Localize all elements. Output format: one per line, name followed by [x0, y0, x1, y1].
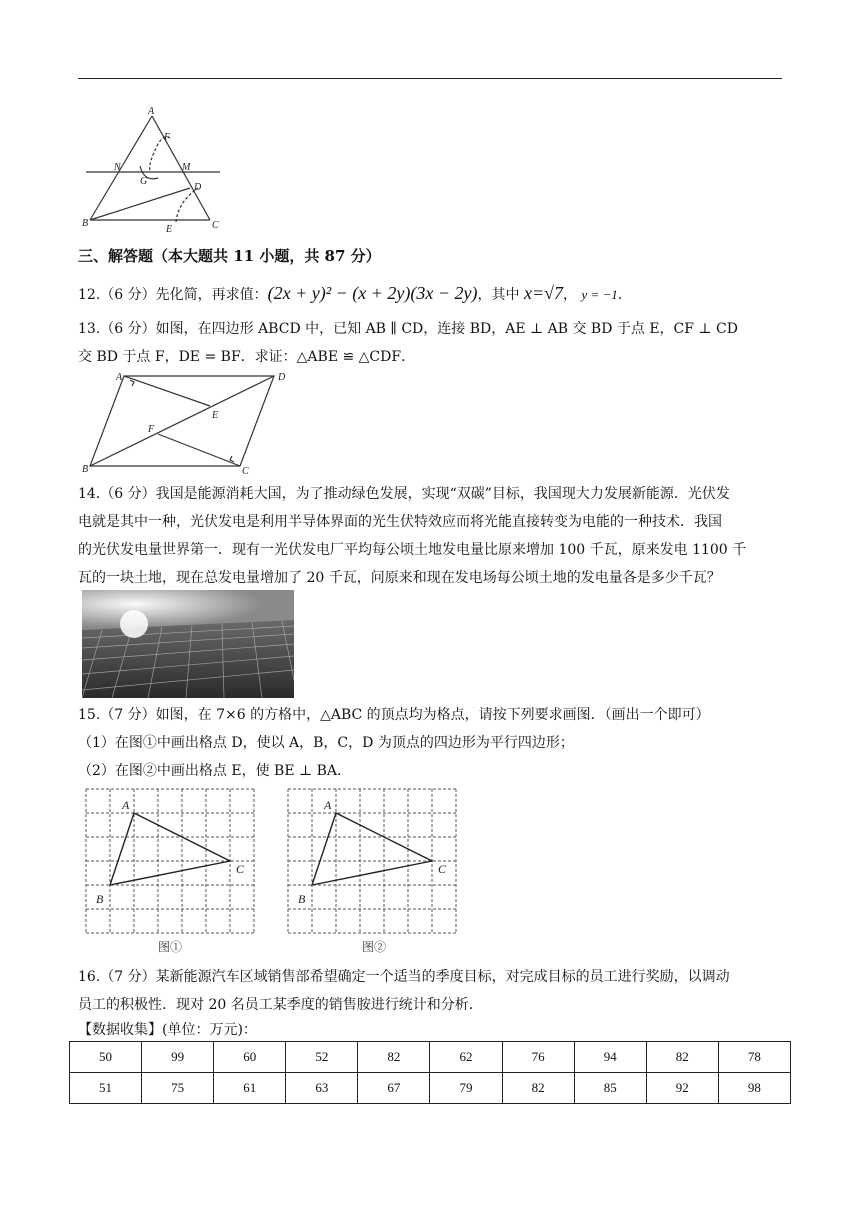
q12-where: ，其中	[477, 287, 520, 303]
question-12: 12.（6 分）先化简，再求值：(2x + y)² − (x + 2y)(3x − 2y)，其中 x=√7， y = −1.	[78, 283, 623, 303]
fig-quad-label: C	[242, 466, 249, 474]
grid2-label-c: C	[438, 862, 447, 876]
grid1-label-c: C	[236, 862, 245, 876]
table-cell: 99	[142, 1042, 214, 1073]
grid2-label-a: A	[324, 798, 332, 812]
table-cell: 76	[502, 1042, 574, 1073]
table-cell: 63	[286, 1073, 358, 1104]
grid-figure-1	[84, 787, 262, 937]
q16-line: 员工的积极性．现对 20 名员工某季度的销售胺进行统计和分析．	[78, 997, 483, 1013]
fig-top-label: C	[212, 220, 219, 231]
table-cell: 92	[646, 1073, 718, 1104]
triangle-construction-figure	[78, 104, 228, 234]
sales-data-table	[69, 1041, 791, 1104]
fig-top-label: N	[114, 162, 121, 173]
fig-quad-label: B	[82, 464, 89, 474]
grid1-label-b: B	[96, 892, 104, 906]
fig-top-label: F	[164, 132, 171, 143]
q12-expression: (2x + y)² − (x + 2y)(3x − 2y)	[267, 283, 478, 303]
table-cell: 62	[430, 1042, 502, 1073]
grid2-label-b: B	[298, 892, 306, 906]
table-row	[70, 1042, 791, 1073]
q15-line: 15.（7 分）如图，在 7×6 的方格中，△ABC 的顶点均为格点，请按下列要求画图．（画出一个即可）	[78, 707, 710, 723]
table-cell: 98	[718, 1073, 790, 1104]
header-rule	[78, 78, 782, 79]
table-cell: 82	[646, 1042, 718, 1073]
table-cell: 79	[430, 1073, 502, 1104]
fig-top-label: M	[182, 162, 191, 173]
q15-line: （2）在图②中画出格点 E，使 BE ⊥ BA．	[78, 763, 351, 779]
section-title: 三、解答题（本大题共 11 小题，共 87 分）	[78, 247, 381, 265]
fig-top-label: E	[166, 224, 173, 234]
table-cell: 51	[70, 1073, 142, 1104]
table-cell: 82	[502, 1073, 574, 1104]
fig-quad-label: E	[212, 410, 219, 421]
table-cell: 82	[358, 1042, 430, 1073]
parallelogram-figure	[78, 370, 288, 474]
q12-prefix: 12.（6 分）先化简，再求值：	[78, 287, 268, 303]
q12-y-value: y = −1	[581, 287, 618, 302]
fig-top-label: A	[148, 106, 155, 117]
table-cell: 94	[574, 1042, 646, 1073]
fig-quad-label: D	[278, 372, 286, 383]
fig-quad-label: F	[148, 424, 155, 435]
fig-top-label: B	[82, 218, 89, 229]
fig2-caption: 图②	[362, 940, 387, 954]
table-cell: 67	[358, 1073, 430, 1104]
table-cell: 78	[718, 1042, 790, 1073]
q12-end: .	[617, 287, 623, 303]
fig-top-label: D	[194, 182, 202, 193]
grid-figure-2	[286, 787, 464, 937]
table-cell: 60	[214, 1042, 286, 1073]
fig1-caption: 图①	[158, 940, 183, 954]
q12-x-value: x=√7	[523, 283, 563, 303]
q14-line: 瓦的一块土地，现在总发电量增加了 20 千瓦，问原来和现在发电场每公顷土地的发电量各是多少千瓦？	[78, 570, 721, 586]
q14-line: 电就是其中一种，光伏发电是利用半导体界面的光生伏特效应而将光能直接转变为电能的一种技术．我国	[78, 514, 722, 530]
grid1-label-a: A	[122, 798, 130, 812]
fig-top-label: G	[140, 176, 148, 187]
table-row	[70, 1073, 791, 1104]
table-cell: 52	[286, 1042, 358, 1073]
table-cell: 85	[574, 1073, 646, 1104]
q14-line: 的光伏发电量世界第一．现有一光伏发电厂平均每公顷土地发电量比原来增加 100 千瓦，原来发电 1100 千	[78, 542, 747, 558]
solar-panel-photo	[82, 590, 294, 698]
q13-line: 13.（6 分）如图，在四边形 ABCD 中，已知 AB ∥ CD，连接 BD，AE ⊥ AB 交 BD 于点 E，CF ⊥ CD	[78, 321, 738, 337]
table-cell: 50	[70, 1042, 142, 1073]
table-cell: 61	[214, 1073, 286, 1104]
q14-line: 14.（6 分）我国是能源消耗大国，为了推动绿色发展，实现“双碳”目标，我国现大力发展新能源．光伏发	[78, 486, 730, 502]
table-cell: 75	[142, 1073, 214, 1104]
q13-line: 交 BD 于点 F，DE = BF．求证：△ABE ≌ △CDF．	[78, 349, 416, 365]
q16-collect-label: 【数据收集】(单位：万元)：	[78, 1022, 257, 1038]
fig-quad-label: A	[116, 372, 123, 383]
q16-line: 16.（7 分）某新能源汽车区域销售部希望确定一个适当的季度目标，对完成目标的员工进行奖励，以调动	[78, 969, 730, 985]
q15-line: （1）在图①中画出格点 D，使以 A，B，C，D 为顶点的四边形为平行四边形；	[78, 735, 574, 751]
